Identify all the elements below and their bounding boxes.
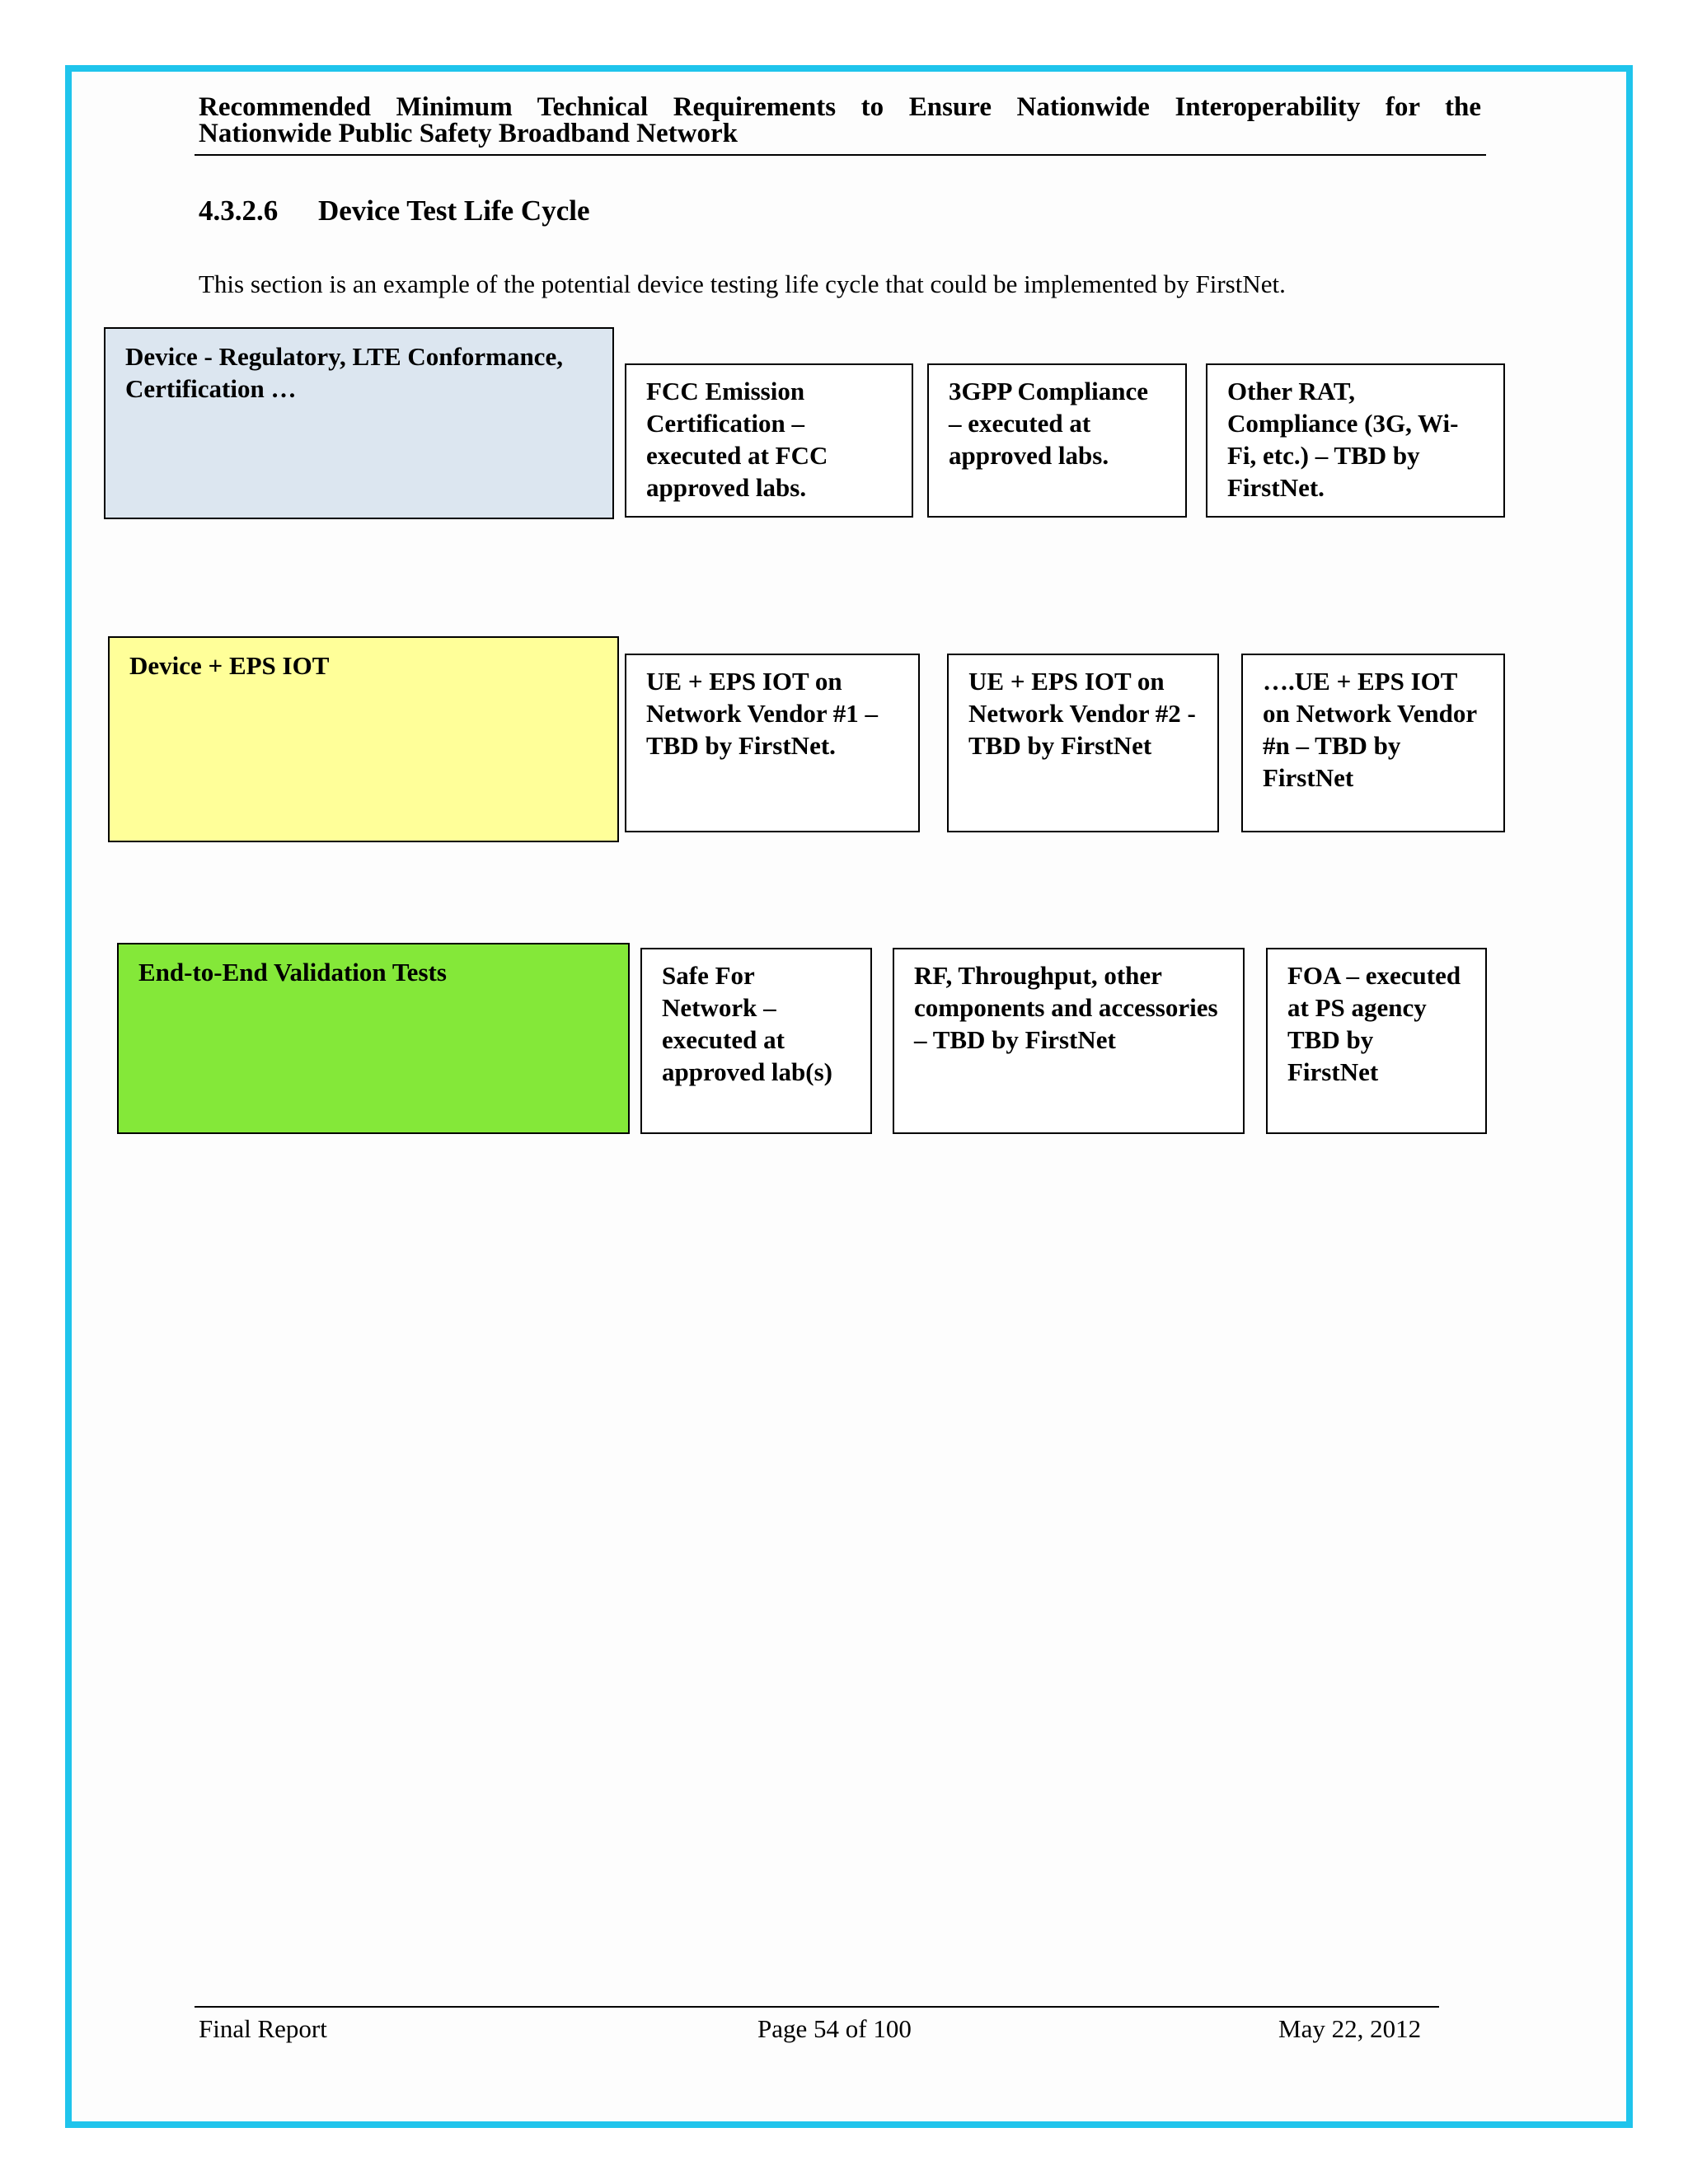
- step-other-rat: Other RAT, Compliance (3G, Wi-Fi, etc.) – TBD by FirstNet.: [1206, 363, 1505, 518]
- stage-regulatory: Device - Regulatory, LTE Conformance, Certification …: [104, 327, 614, 519]
- header-title-line1: Recommended Minimum Technical Requirements to Ensure Nationwide Interoperability for the: [199, 92, 1481, 122]
- footer-left: Final Report: [199, 2014, 327, 2043]
- step-foa: FOA – executed at PS agency TBD by FirstNet: [1266, 948, 1487, 1134]
- step-fcc-emission: FCC Emission Certification – executed at FCC approved labs.: [625, 363, 913, 518]
- section-title: Device Test Life Cycle: [318, 194, 590, 227]
- step-rf-throughput: RF, Throughput, other components and accessories – TBD by FirstNet: [893, 948, 1245, 1134]
- step-3gpp-compliance: 3GPP Compliance – executed at approved labs.: [927, 363, 1187, 518]
- section-heading: [199, 194, 590, 227]
- step-ue-eps-vendor-2: UE + EPS IOT on Network Vendor #2 - TBD by FirstNet: [947, 654, 1219, 832]
- header-title-line2: Nationwide Public Safety Broadband Network: [199, 119, 738, 148]
- footer-page-number: Page 54 of 100: [757, 2014, 912, 2043]
- section-number: 4.3.2.6: [199, 194, 279, 227]
- document-header: [199, 94, 1481, 147]
- step-ue-eps-vendor-1: UE + EPS IOT on Network Vendor #1 – TBD by FirstNet.: [625, 654, 920, 832]
- stage-device-eps-iot: Device + EPS IOT: [108, 636, 619, 842]
- step-ue-eps-vendor-n: ….UE + EPS IOT on Network Vendor #n – TBD by FirstNet: [1241, 654, 1505, 832]
- stage-end-to-end: End-to-End Validation Tests: [117, 943, 630, 1134]
- footer-divider: [195, 2006, 1439, 2008]
- header-divider: [195, 154, 1486, 156]
- footer-date: May 22, 2012: [1278, 2014, 1422, 2043]
- step-safe-for-network: Safe For Network – executed at approved lab(s): [640, 948, 872, 1134]
- intro-paragraph: This section is an example of the potential device testing life cycle that could be implemented by FirstNet.: [199, 269, 1286, 298]
